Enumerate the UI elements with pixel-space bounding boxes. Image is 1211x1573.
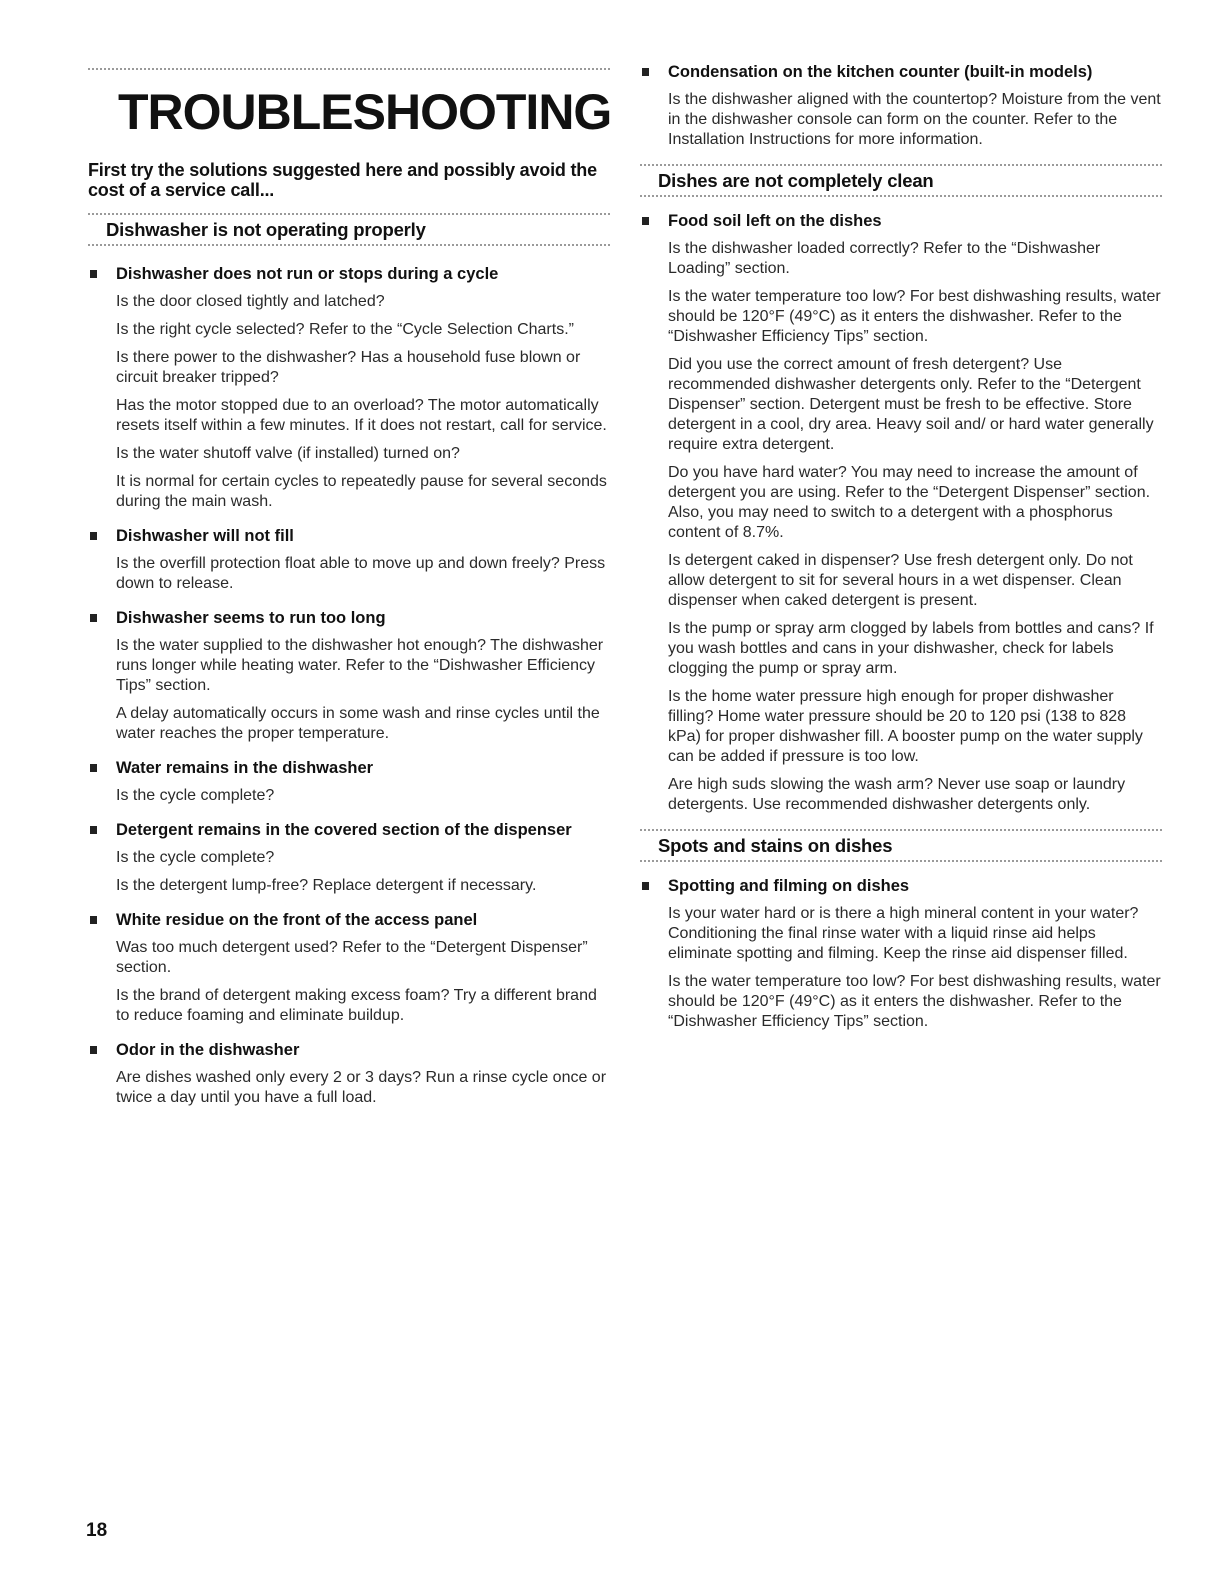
troubleshooting-item [88,820,610,896]
item-paragraph: Is the door closed tightly and latched? [116,293,385,310]
item-heading: Dishwasher seems to run too long [116,609,386,627]
section-rule-bottom [88,244,610,246]
item-paragraph: Is the water supplied to the dishwasher hot enough? The dishwasher runs longer while heating water. Refer to the “Dishwasher Efficiency Tips” section. [116,637,604,694]
item-paragraph: Is the home water pressure high enough for proper dishwasher filling? Home water pressure should be 20 to 120 psi (138 to 828 kPa) for proper dishwasher fill. A booster pump on the water supply can be added if pressure is too low. [668,688,1143,765]
item-paragraph: Is the water shutoff valve (if installed) turned on? [116,445,460,462]
item-heading: Spotting and filming on dishes [668,877,910,895]
item-heading: Food soil left on the dishes [668,212,882,230]
item-paragraph: Is the detergent lump-free? Replace detergent if necessary. [116,877,537,894]
page-number: 18 [86,1520,108,1541]
bullet-icon [90,916,97,924]
item-paragraph: Is the brand of detergent making excess foam? Try a different brand to reduce foaming and eliminate buildup. [116,987,597,1024]
item-paragraph: Is the pump or spray arm clogged by labels from bottles and cans? If you wash bottles and cans in your dishwasher, check for labels clogging the pump or spray arm. [668,620,1154,677]
section-title: Dishes are not completely clean [658,170,934,191]
troubleshooting-item [640,876,1162,1032]
item-paragraph: It is normal for certain cycles to repeatedly pause for several seconds during the main wash. [116,473,607,510]
troubleshooting-item [640,211,1162,815]
section-rule-top [640,164,1162,166]
bullet-icon [642,68,649,76]
bullet-icon [90,532,97,540]
item-paragraph: Is your water hard or is there a high mineral content in your water? Conditioning the final rinse water with a liquid rinse aid helps eliminate spotting and filming. Keep the rinse aid dispenser filled. [668,905,1139,962]
item-paragraph: Was too much detergent used? Refer to the “Detergent Dispenser” section. [116,939,588,976]
item-paragraph: Is detergent caked in dispenser? Use fresh detergent only. Do not allow detergent to sit for several hours in a wet dispenser. Clean dispenser when caked detergent is present. [668,552,1133,609]
bullet-icon [90,764,97,772]
section-rule-top [88,213,610,215]
title-top-rule [88,68,610,70]
section-rule-bottom [640,860,1162,862]
item-paragraph: Is the water temperature too low? For best dishwashing results, water should be 120°F (49°C) as it enters the dishwasher. Refer to the “Dishwasher Efficiency Tips” section. [668,288,1161,345]
troubleshooting-item [640,62,1162,150]
item-paragraph: Is the water temperature too low? For best dishwashing results, water should be 120°F (49°C) as it enters the dishwasher. Refer to the “Dishwasher Efficiency Tips” section. [668,973,1161,1030]
item-paragraph: Do you have hard water? You may need to increase the amount of detergent you are using. Refer to the “Detergent Dispenser” section. Also, you may need to switch to a detergent with a phosphorus content of 8.7%. [668,464,1151,541]
page-title: TROUBLESHOOTING [118,84,612,140]
item-paragraph: Is the right cycle selected? Refer to the “Cycle Selection Charts.” [116,321,574,338]
item-paragraph: Is the cycle complete? [116,849,275,866]
item-paragraph: Is the dishwasher loaded correctly? Refer to the “Dishwasher Loading” section. [668,240,1101,277]
item-paragraph: Is the cycle complete? [116,787,275,804]
item-paragraph: Is the dishwasher aligned with the countertop? Moisture from the vent in the dishwasher console can form on the counter. Refer to the Installation Instructions for more information. [668,91,1161,148]
item-paragraph: Did you use the correct amount of fresh detergent? Use recommended dishwasher detergents only. Refer to the “Detergent Dispenser” section. Detergent must be fresh to be effective. Store detergent in a cool, dry area. Heavy soil and/ or hard water generally require extra detergent. [668,356,1154,453]
item-heading: Detergent remains in the covered section of the dispenser [116,821,572,839]
bullet-icon [90,826,97,834]
bullet-icon [90,614,97,622]
troubleshooting-item [88,526,610,594]
bullet-icon [90,1046,97,1054]
troubleshooting-item [88,1040,610,1108]
troubleshooting-item [88,910,610,1026]
troubleshooting-item [88,608,610,744]
section-rule-bottom [640,195,1162,197]
item-paragraph: Is there power to the dishwasher? Has a household fuse blown or circuit breaker tripped? [116,349,581,386]
bullet-icon [90,270,97,278]
item-heading: Condensation on the kitchen counter (built-in models) [668,63,1093,81]
item-heading: Dishwasher will not fill [116,527,294,545]
section-title: Spots and stains on dishes [658,835,893,856]
bullet-icon [642,217,649,225]
item-heading: White residue on the front of the access panel [116,911,478,929]
section-rule-top [640,829,1162,831]
item-paragraph: Are high suds slowing the wash arm? Never use soap or laundry detergents. Use recommended dishwasher detergents only. [668,776,1126,813]
item-heading: Water remains in the dishwasher [116,759,374,777]
troubleshooting-item [88,758,610,806]
section-title: Dishwasher is not operating properly [106,219,426,240]
item-heading: Odor in the dishwasher [116,1041,300,1059]
item-paragraph: A delay automatically occurs in some wash and rinse cycles until the water reaches the proper temperature. [116,705,600,742]
troubleshooting-item [88,264,610,512]
left-column [88,0,610,1108]
intro-text: First try the solutions suggested here and possibly avoid the cost of a service call... [88,160,597,200]
bullet-icon [642,882,649,890]
right-column [640,0,1162,1032]
item-paragraph: Are dishes washed only every 2 or 3 days? Run a rinse cycle once or twice a day until you have a full load. [116,1069,607,1106]
item-paragraph: Has the motor stopped due to an overload? The motor automatically resets itself within a few minutes. If it does not restart, call for service. [116,397,607,434]
item-paragraph: Is the overfill protection float able to move up and down freely? Press down to release. [116,555,606,592]
item-heading: Dishwasher does not run or stops during a cycle [116,265,499,283]
